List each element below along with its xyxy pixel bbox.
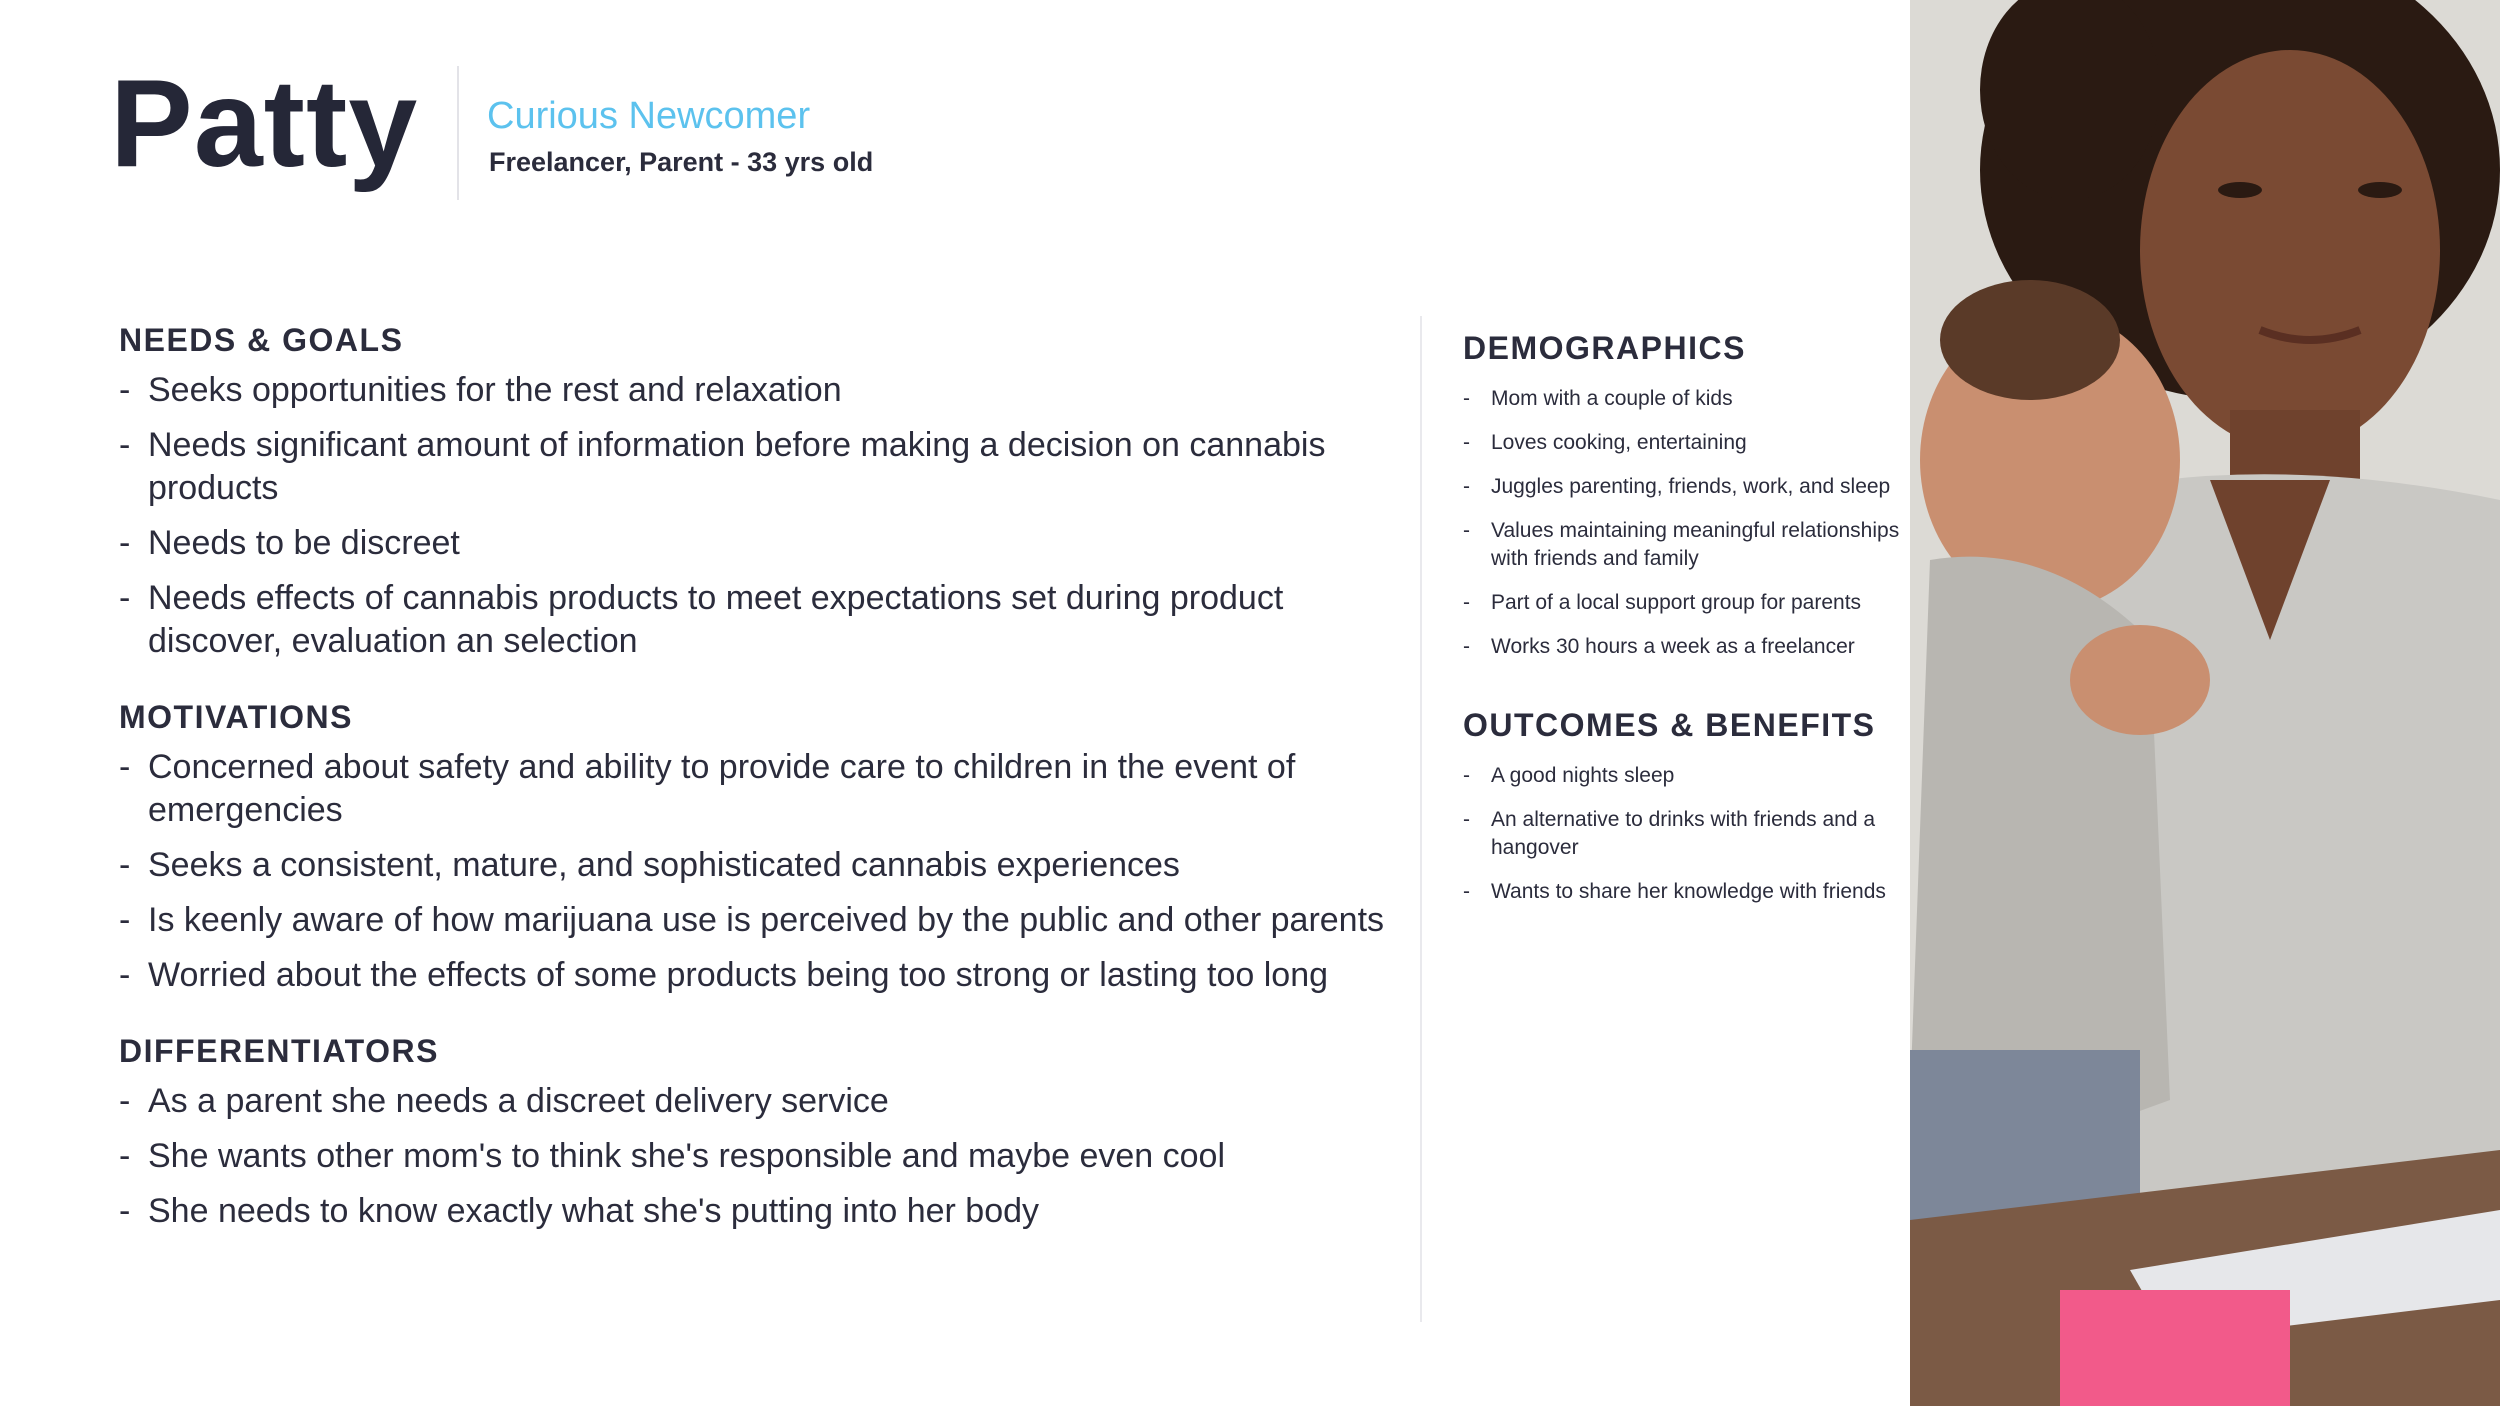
list-item — [1463, 473, 1903, 501]
list-item — [1463, 806, 1903, 862]
differentiators-list — [119, 1080, 1389, 1233]
persona-subtitle: Freelancer, Parent - 33 yrs old — [489, 147, 874, 177]
bullet-dash: - — [119, 426, 131, 464]
list-item — [119, 424, 1389, 510]
list-item-text: Worried about the effects of some products being too strong or lasting too long — [148, 956, 1329, 994]
bullet-dash: - — [1463, 635, 1470, 658]
right-column — [1463, 330, 1903, 952]
list-item — [119, 369, 1389, 412]
list-item — [119, 844, 1389, 887]
bullet-dash: - — [119, 524, 131, 562]
list-item-text: An alternative to drinks with friends and a hangover — [1491, 808, 1876, 859]
bullet-dash: - — [1463, 591, 1470, 614]
list-item — [1463, 517, 1903, 573]
list-item — [1463, 589, 1903, 617]
persona-name: Patty — [110, 55, 419, 193]
list-item-text: She wants other mom's to think she's responsible and maybe even cool — [148, 1137, 1226, 1175]
list-item-text: Is keenly aware of how marijuana use is perceived by the public and other parents — [148, 901, 1385, 939]
bullet-dash: - — [1463, 880, 1470, 903]
demographics-list — [1463, 385, 1903, 661]
list-item-text: Concerned about safety and ability to provide care to children in the event of emergencies — [148, 748, 1296, 829]
list-item-text: Needs effects of cannabis products to meet expectations set during product discover, evaluation an selection — [148, 579, 1284, 660]
mother-with-baby-illustration — [1910, 0, 2500, 1406]
list-item — [1463, 429, 1903, 457]
needs-goals-heading: NEEDS & GOALS — [119, 322, 404, 358]
header-divider — [457, 66, 459, 200]
left-column — [119, 322, 1389, 1269]
list-item — [1463, 385, 1903, 413]
bullet-dash: - — [119, 579, 131, 617]
list-item — [119, 746, 1389, 832]
bullet-dash: - — [1463, 764, 1470, 787]
bullet-dash: - — [1463, 475, 1470, 498]
outcomes-benefits-list — [1463, 762, 1903, 906]
bullet-dash: - — [1463, 808, 1470, 831]
list-item — [1463, 633, 1903, 661]
persona-photo — [1910, 0, 2500, 1406]
bullet-dash: - — [119, 1192, 131, 1230]
needs-goals-list — [119, 369, 1389, 663]
demographics-heading: DEMOGRAPHICS — [1463, 330, 1746, 366]
bullet-dash: - — [119, 901, 131, 939]
list-item — [1463, 878, 1903, 906]
column-divider — [1420, 316, 1422, 1322]
differentiators-heading: DIFFERENTIATORS — [119, 1033, 439, 1069]
bullet-dash: - — [1463, 431, 1470, 454]
list-item-text: She needs to know exactly what she's putting into her body — [148, 1192, 1040, 1230]
bullet-dash: - — [119, 1137, 131, 1175]
bullet-dash: - — [1463, 387, 1470, 410]
list-item-text: Needs significant amount of information before making a decision on cannabis products — [148, 426, 1326, 507]
bullet-dash: - — [119, 846, 131, 884]
list-item-text: Loves cooking, entertaining — [1491, 431, 1747, 454]
bullet-dash: - — [119, 956, 131, 994]
outcomes-benefits-heading: OUTCOMES & BENEFITS — [1463, 707, 1876, 743]
bullet-dash: - — [1463, 519, 1470, 542]
list-item-text: Works 30 hours a week as a freelancer — [1491, 635, 1855, 658]
list-item — [119, 1190, 1389, 1233]
list-item-text: Seeks a consistent, mature, and sophisticated cannabis experiences — [148, 846, 1180, 884]
list-item — [119, 577, 1389, 663]
list-item — [119, 1080, 1389, 1123]
list-item-text: Part of a local support group for parents — [1491, 591, 1862, 614]
list-item-text: A good nights sleep — [1491, 764, 1675, 787]
motivations-heading: MOTIVATIONS — [119, 699, 353, 735]
list-item-text: Values maintaining meaningful relationships with friends and family — [1491, 519, 1900, 570]
list-item-text: As a parent she needs a discreet delivery service — [148, 1082, 889, 1120]
list-item-text: Mom with a couple of kids — [1491, 387, 1733, 410]
bullet-dash: - — [119, 748, 131, 786]
persona-type: Curious Newcomer — [487, 95, 811, 137]
bullet-dash: - — [119, 371, 131, 409]
list-item-text: Juggles parenting, friends, work, and sleep — [1491, 475, 1891, 498]
list-item — [119, 954, 1389, 997]
list-item-text: Needs to be discreet — [148, 524, 460, 562]
list-item — [119, 899, 1389, 942]
bullet-dash: - — [119, 1082, 131, 1120]
list-item-text: Seeks opportunities for the rest and relaxation — [148, 371, 842, 409]
list-item — [1463, 762, 1903, 790]
motivations-list — [119, 746, 1389, 997]
list-item — [119, 1135, 1389, 1178]
list-item-text: Wants to share her knowledge with friends — [1491, 880, 1886, 903]
list-item — [119, 522, 1389, 565]
